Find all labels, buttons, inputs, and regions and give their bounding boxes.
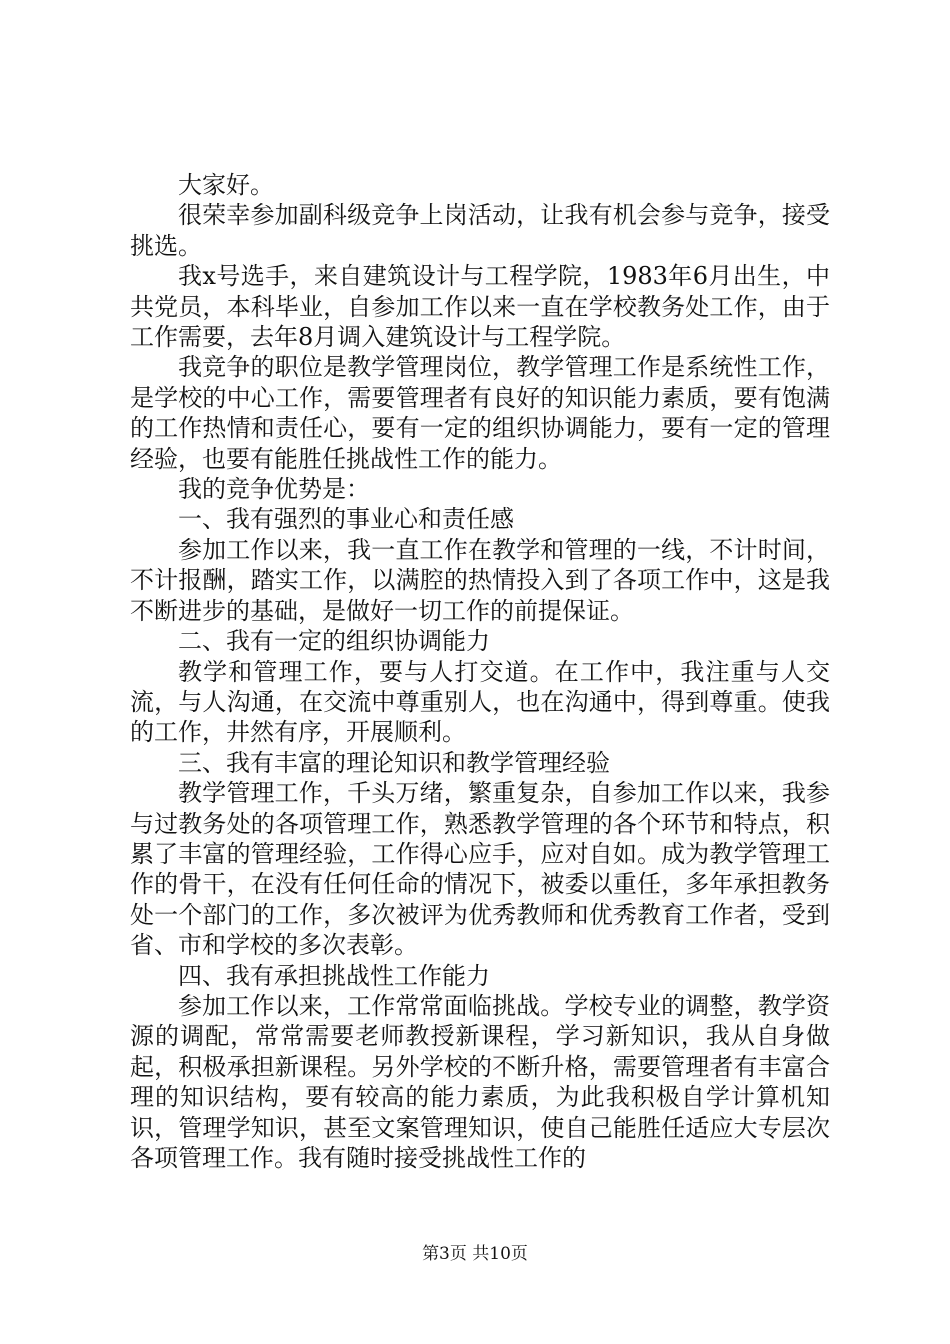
paragraph-greeting: 大家好。 xyxy=(178,171,274,199)
paragraph-advantages-lead: 我的竞争优势是： xyxy=(178,475,370,504)
heading-advantage-3: 三、我有丰富的理论知识和教学管理经验 xyxy=(178,748,610,777)
paragraph-intro: 很荣幸参加副科级竞争上岗活动，让我有机会参与竞争，接受挑选。 xyxy=(130,201,830,260)
paragraph-advantage-2: 教学和管理工作，要与人打交道。在工作中，我注重与人交流，与人沟通，在交流中尊重别人，也在沟通中，得到尊重。使我的工作，井然有序，开展顺利。 xyxy=(130,657,830,747)
document-body xyxy=(130,170,830,1173)
paragraph-advantage-1: 参加工作以来，我一直工作在教学和管理的一线，不计时间，不计报酬，踏实工作，以满腔的热情投入到了各项工作中，这是我不断进步的基础，是做好一切工作的前提保证。 xyxy=(130,535,830,625)
paragraph-advantage-4: 参加工作以来，工作常常面临挑战。学校专业的调整，教学资源的调配，常常需要老师教授新课程，学习新知识，我从自身做起，积极承担新课程。另外学校的不断升格，需要管理者有丰富合理的知识结构，要有较高的能力素质，为此我积极自学计算机知识，管理学知识，甚至文案管理知识，使自己能胜任适应大专层次各项管理工作。我有随时接受挑战性工作的 xyxy=(130,991,830,1172)
heading-advantage-2: 二、我有一定的组织协调能力 xyxy=(178,627,490,656)
paragraph-self-introduction: 我x号选手，来自建筑设计与工程学院，1983年6月出生，中共党员，本科毕业，自参加工作以来一直在学校教务处工作，由于工作需要，去年8月调入建筑设计与工程学院。 xyxy=(130,262,830,352)
paragraph-position: 我竞争的职位是教学管理岗位，教学管理工作是系统性工作，是学校的中心工作，需要管理者有良好的知识能力素质，要有饱满的工作热情和责任心，要有一定的组织协调能力，要有一定的管理经验，也要有能胜任挑战性工作的能力。 xyxy=(130,353,830,473)
page-number-footer: 第3页 共10页 xyxy=(422,1244,528,1264)
paragraph-advantage-3: 教学管理工作，千头万绪，繁重复杂，自参加工作以来，我参与过教务处的各项管理工作，熟悉教学管理的各个环节和特点，积累了丰富的管理经验，工作得心应手，应对自如。成为教学管理工作的骨干，在没有任何任命的情况下，被委以重任，多年承担教务处一个部门的工作，多次被评为优秀教师和优秀教育工作者，受到省、市和学校的多次表彰。 xyxy=(130,779,830,960)
heading-advantage-4: 四、我有承担挑战性工作能力 xyxy=(178,961,490,990)
heading-advantage-1: 一、我有强烈的事业心和责任感 xyxy=(178,505,514,534)
